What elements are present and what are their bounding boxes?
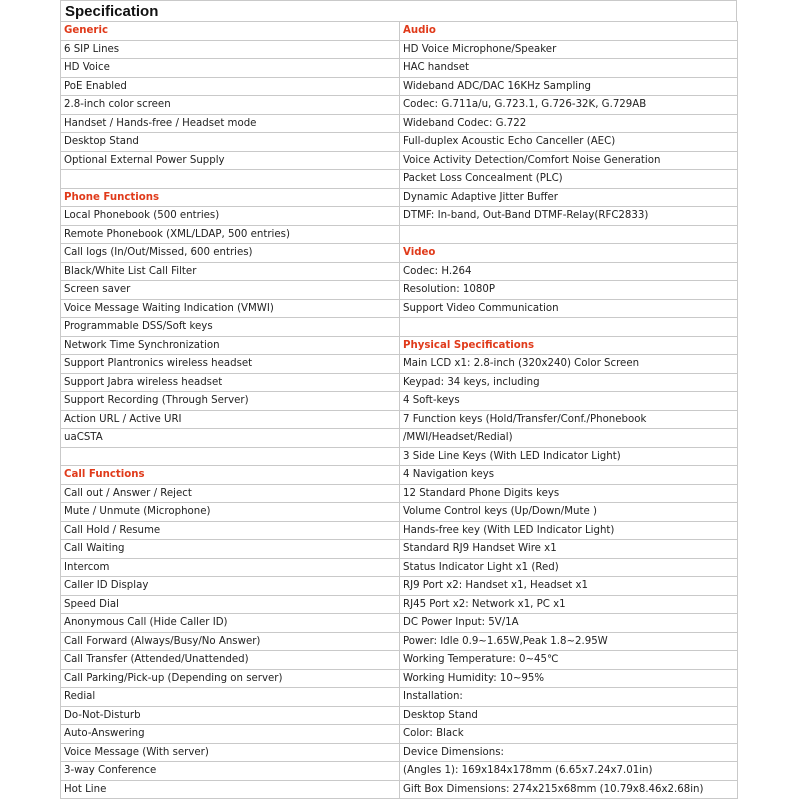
spec-table-body	[61, 22, 738, 799]
spec-cell: PoE Enabled	[61, 77, 400, 96]
table-row	[61, 188, 738, 207]
spec-cell: Desktop Stand	[61, 133, 400, 152]
spec-cell: DTMF: In-band, Out-Band DTMF-Relay(RFC2833)	[400, 207, 738, 226]
spec-cell	[400, 225, 738, 244]
spec-cell: Voice Message Waiting Indication (VMWI)	[61, 299, 400, 318]
section-heading: Phone Functions	[61, 188, 400, 207]
table-row	[61, 725, 738, 744]
spec-cell: Resolution: 1080P	[400, 281, 738, 300]
spec-cell: uaCSTA	[61, 429, 400, 448]
spec-cell: 7 Function keys (Hold/Transfer/Conf./Phonebook	[400, 410, 738, 429]
table-row	[61, 77, 738, 96]
spec-cell: 6 SIP Lines	[61, 40, 400, 59]
spec-cell: Voice Activity Detection/Comfort Noise Generation	[400, 151, 738, 170]
table-row	[61, 22, 738, 41]
section-heading: Audio	[400, 22, 738, 41]
spec-cell: HD Voice Microphone/Speaker	[400, 40, 738, 59]
spec-cell: Keypad: 34 keys, including	[400, 373, 738, 392]
table-row	[61, 410, 738, 429]
spec-cell: Working Temperature: 0~45℃	[400, 651, 738, 670]
table-row	[61, 392, 738, 411]
spec-cell: Screen saver	[61, 281, 400, 300]
table-row	[61, 151, 738, 170]
section-heading: Video	[400, 244, 738, 263]
spec-cell: Call Parking/Pick-up (Depending on server)	[61, 669, 400, 688]
spec-cell: Network Time Synchronization	[61, 336, 400, 355]
spec-cell	[400, 318, 738, 337]
spec-cell	[61, 447, 400, 466]
table-row	[61, 669, 738, 688]
section-heading: Physical Specifications	[400, 336, 738, 355]
table-row	[61, 651, 738, 670]
spec-cell: 2.8-inch color screen	[61, 96, 400, 115]
table-row	[61, 299, 738, 318]
table-row	[61, 170, 738, 189]
table-row	[61, 207, 738, 226]
table-row	[61, 225, 738, 244]
spec-cell: Redial	[61, 688, 400, 707]
spec-cell: Installation:	[400, 688, 738, 707]
spec-cell: 4 Soft-keys	[400, 392, 738, 411]
spec-cell: Remote Phonebook (XML/LDAP, 500 entries)	[61, 225, 400, 244]
spec-cell: Black/White List Call Filter	[61, 262, 400, 281]
spec-cell: HAC handset	[400, 59, 738, 78]
spec-cell: Desktop Stand	[400, 706, 738, 725]
spec-cell: Local Phonebook (500 entries)	[61, 207, 400, 226]
spec-cell: Action URL / Active URI	[61, 410, 400, 429]
spec-cell: Codec: G.711a/u, G.723.1, G.726-32K, G.729AB	[400, 96, 738, 115]
table-row	[61, 318, 738, 337]
table-row	[61, 40, 738, 59]
spec-cell: Support Video Communication	[400, 299, 738, 318]
table-row	[61, 595, 738, 614]
spec-cell: Device Dimensions:	[400, 743, 738, 762]
spec-cell: (Angles 1): 169x184x178mm (6.65x7.24x7.01in)	[400, 762, 738, 781]
spec-cell: Support Jabra wireless headset	[61, 373, 400, 392]
spec-cell: RJ9 Port x2: Handset x1, Headset x1	[400, 577, 738, 596]
spec-cell: HD Voice	[61, 59, 400, 78]
spec-cell: /MWI/Headset/Redial)	[400, 429, 738, 448]
table-row	[61, 336, 738, 355]
section-heading: Call Functions	[61, 466, 400, 485]
spec-cell: Do-Not-Disturb	[61, 706, 400, 725]
spec-cell	[61, 170, 400, 189]
section-heading: Generic	[61, 22, 400, 41]
spec-cell: 3 Side Line Keys (With LED Indicator Light)	[400, 447, 738, 466]
spec-cell: Gift Box Dimensions: 274x215x68mm (10.79x8.46x2.68in)	[400, 780, 738, 799]
table-row	[61, 59, 738, 78]
spec-cell: Call Hold / Resume	[61, 521, 400, 540]
spec-cell: Call logs (In/Out/Missed, 600 entries)	[61, 244, 400, 263]
table-row	[61, 281, 738, 300]
spec-cell: Wideband ADC/DAC 16KHz Sampling	[400, 77, 738, 96]
spec-cell: 12 Standard Phone Digits keys	[400, 484, 738, 503]
spec-cell: Working Humidity: 10~95%	[400, 669, 738, 688]
spec-cell: Packet Loss Concealment (PLC)	[400, 170, 738, 189]
table-row	[61, 466, 738, 485]
spec-cell: Handset / Hands-free / Headset mode	[61, 114, 400, 133]
table-row	[61, 429, 738, 448]
spec-cell: Standard RJ9 Handset Wire x1	[400, 540, 738, 559]
table-row	[61, 114, 738, 133]
table-row	[61, 762, 738, 781]
table-row	[61, 614, 738, 633]
spec-cell: Wideband Codec: G.722	[400, 114, 738, 133]
spec-cell: Programmable DSS/Soft keys	[61, 318, 400, 337]
table-row	[61, 96, 738, 115]
table-row	[61, 780, 738, 799]
spec-cell: Call Transfer (Attended/Unattended)	[61, 651, 400, 670]
spec-cell: Color: Black	[400, 725, 738, 744]
spec-cell: Full-duplex Acoustic Echo Canceller (AEC)	[400, 133, 738, 152]
spec-cell: Main LCD x1: 2.8-inch (320x240) Color Screen	[400, 355, 738, 374]
spec-cell: Intercom	[61, 558, 400, 577]
spec-cell: Caller ID Display	[61, 577, 400, 596]
table-row	[61, 706, 738, 725]
spec-cell: Mute / Unmute (Microphone)	[61, 503, 400, 522]
table-row	[61, 743, 738, 762]
spec-cell: Dynamic Adaptive Jitter Buffer	[400, 188, 738, 207]
spec-sheet	[60, 0, 737, 799]
table-row	[61, 355, 738, 374]
spec-cell: Hands-free key (With LED Indicator Light)	[400, 521, 738, 540]
spec-table	[60, 21, 738, 799]
table-row	[61, 373, 738, 392]
spec-cell: Optional External Power Supply	[61, 151, 400, 170]
table-row	[61, 484, 738, 503]
table-row	[61, 521, 738, 540]
table-row	[61, 133, 738, 152]
spec-cell: Support Recording (Through Server)	[61, 392, 400, 411]
spec-cell: Support Plantronics wireless headset	[61, 355, 400, 374]
table-row	[61, 244, 738, 263]
spec-cell: Call Forward (Always/Busy/No Answer)	[61, 632, 400, 651]
table-row	[61, 688, 738, 707]
page-title: Specification	[60, 0, 737, 21]
spec-cell: Speed Dial	[61, 595, 400, 614]
table-row	[61, 540, 738, 559]
spec-cell: DC Power Input: 5V/1A	[400, 614, 738, 633]
table-row	[61, 503, 738, 522]
table-row	[61, 262, 738, 281]
spec-cell: Hot Line	[61, 780, 400, 799]
spec-cell: Auto-Answering	[61, 725, 400, 744]
spec-cell: Codec: H.264	[400, 262, 738, 281]
spec-cell: 3-way Conference	[61, 762, 400, 781]
spec-cell: Anonymous Call (Hide Caller ID)	[61, 614, 400, 633]
spec-cell: RJ45 Port x2: Network x1, PC x1	[400, 595, 738, 614]
spec-cell: Voice Message (With server)	[61, 743, 400, 762]
spec-cell: 4 Navigation keys	[400, 466, 738, 485]
table-row	[61, 577, 738, 596]
table-row	[61, 632, 738, 651]
table-row	[61, 558, 738, 577]
spec-cell: Call out / Answer / Reject	[61, 484, 400, 503]
spec-cell: Call Waiting	[61, 540, 400, 559]
spec-cell: Volume Control keys (Up/Down/Mute )	[400, 503, 738, 522]
spec-cell: Power: Idle 0.9~1.65W,Peak 1.8~2.95W	[400, 632, 738, 651]
spec-cell: Status Indicator Light x1 (Red)	[400, 558, 738, 577]
table-row	[61, 447, 738, 466]
